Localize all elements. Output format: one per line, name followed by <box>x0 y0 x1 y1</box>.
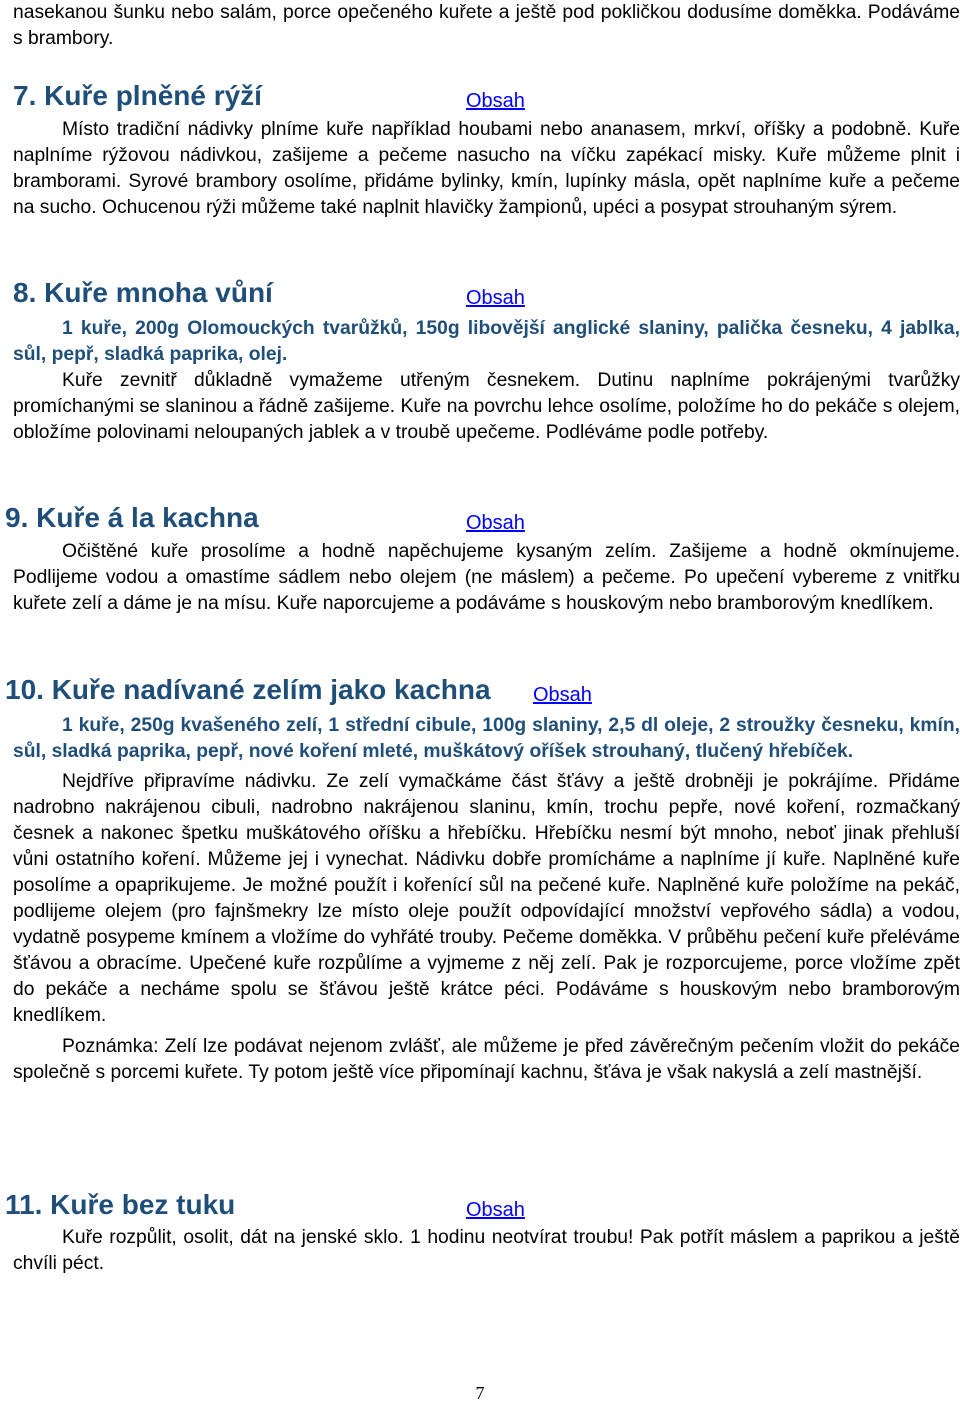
recipe-title: 9. Kuře á la kachna <box>5 502 259 533</box>
recipe-note: Poznámka: Zelí lze podávat nejenom zvlášť, ale můžeme je před závěrečným pečením vložit do pekáče společně s porcemi kuřete. Ty potom ještě více připomínají kachnu, šťáva je však nakyslá a zelí mastnější. <box>13 1036 960 1083</box>
recipe-10-body <box>13 713 960 1086</box>
intro-paragraph-block <box>13 0 960 52</box>
obsah-link[interactable]: Obsah <box>466 512 525 534</box>
ingredients-list: 1 kuře, 200g Olomouckých tvarůžků, 150g libovější anglické slaniny, palička česneku, 4 jablka, sůl, pepř, sladká paprika, olej. <box>13 318 960 365</box>
recipe-10-heading <box>5 673 592 707</box>
recipe-paragraph: Očištěné kuře prosolíme a hodně napěchujeme kysaným zelím. Zašijeme a hodně okmínujeme. Podlijeme vodou a omastíme sádlem nebo olejem (ne máslem) a pečeme. Po upečení vybereme z vnitřku kuřete zelí a dáme je na mísu. Kuře naporcujeme a podáváme s houskovým nebo bramborovým knedlíkem. <box>13 541 960 614</box>
intro-paragraph: nasekanou šunku nebo salám, porce opečeného kuřete a ještě pod pokličkou dodusíme doměkka. Podáváme s brambory. <box>13 2 960 49</box>
obsah-link[interactable]: Obsah <box>466 1199 525 1221</box>
recipe-title: 7. Kuře plněné rýží <box>13 80 262 111</box>
recipe-paragraph: Kuře zevnitř důkladně vymažeme utřeným česnekem. Dutinu naplníme pokrájenými tvarůžky promíchanými se slaninou a řádně zašijeme. Kuře na povrchu lehce osolíme, položíme ho do pekáče s olejem, obložíme polovinami neloupaných jablek a v troubě upečeme. Podléváme podle potřeby. <box>13 370 960 443</box>
recipe-11-heading <box>5 1188 525 1222</box>
recipe-paragraph: Místo tradiční nádivky plníme kuře například houbami nebo ananasem, mrkví, oříšky a podobně. Kuře naplníme rýžovou nádivkou, zašijeme a pečeme nasucho na víčku zapékací misky. Kuře můžeme plnit i bramborami. Syrové brambory osolíme, přidáme bylinky, kmín, lupínky másla, opět naplníme kuře a pečeme na sucho. Ochucenou rýži můžeme také naplnit hlavičky žampionů, upéci a posypat strouhaným sýrem. <box>13 119 960 218</box>
recipe-11-body <box>13 1225 960 1277</box>
recipe-title: 11. Kuře bez tuku <box>5 1189 236 1220</box>
page-number: 7 <box>475 1383 485 1403</box>
ingredients-list: 1 kuře, 250g kvašeného zelí, 1 střední cibule, 100g slaniny, 2,5 dl oleje, 2 stroužky česneku, kmín, sůl, sladká paprika, pepř, nové koření mleté, muškátový oříšek strouhaný, tlučený hřebíček. <box>13 715 960 762</box>
recipe-paragraph: Kuře rozpůlit, osolit, dát na jenské sklo. 1 hodinu neotvírat troubu! Pak potřít máslem a paprikou a ještě chvíli péct. <box>13 1227 960 1274</box>
obsah-link[interactable]: Obsah <box>533 684 592 706</box>
recipe-7-heading <box>13 79 525 113</box>
recipe-8-body <box>13 316 960 446</box>
recipe-paragraph: Nejdříve připravíme nádivku. Ze zelí vymačkáme část šťávy a ještě drobněji je pokrájíme. Přidáme nadrobno nakrájenou cibuli, nadrobno nakrájenou slaninu, kmín, trochu pepře, nové koření, rozmačkaný česnek a nakonec špetku muškátového oříšku a hřebíčku. Hřebíčku nesmí být mnoho, neboť jinak přehluší vůni ostatního koření. Můžeme jej i vynechat. Nádivku dobře promícháme a naplníme jí kuře. Naplněné kuře posolíme a opaprikujeme. Je možné použít i kořenící sůl na pečené kuře. Naplněné kuře položíme na pekáč, podlijeme olejem (pro fajnšmekry lze místo oleje použít odpovídající množství vepřového sádla) a vodou, vydatně posypeme kmínem a vložíme do vyhřáté trouby. Pečeme doměkka. V průběhu pečení kuře přeléváme šťávou a obracíme. Upečené kuře rozpůlíme a vyjmeme z něj zelí. Pak je rozporcujeme, porce vložíme zpět do pekáče a necháme spolu se šťávou ještě krátce péci. Podáváme s houskovým nebo bramborovým knedlíkem. <box>13 771 960 1026</box>
recipe-title: 8. Kuře mnoha vůní <box>13 277 273 308</box>
recipe-9-body <box>13 539 960 617</box>
obsah-link[interactable]: Obsah <box>466 287 525 309</box>
recipe-7-body <box>13 117 960 221</box>
obsah-link[interactable]: Obsah <box>466 90 525 112</box>
recipe-9-heading <box>5 501 525 535</box>
recipe-8-heading <box>13 276 525 310</box>
recipe-title: 10. Kuře nadívané zelím jako kachna <box>5 674 491 705</box>
